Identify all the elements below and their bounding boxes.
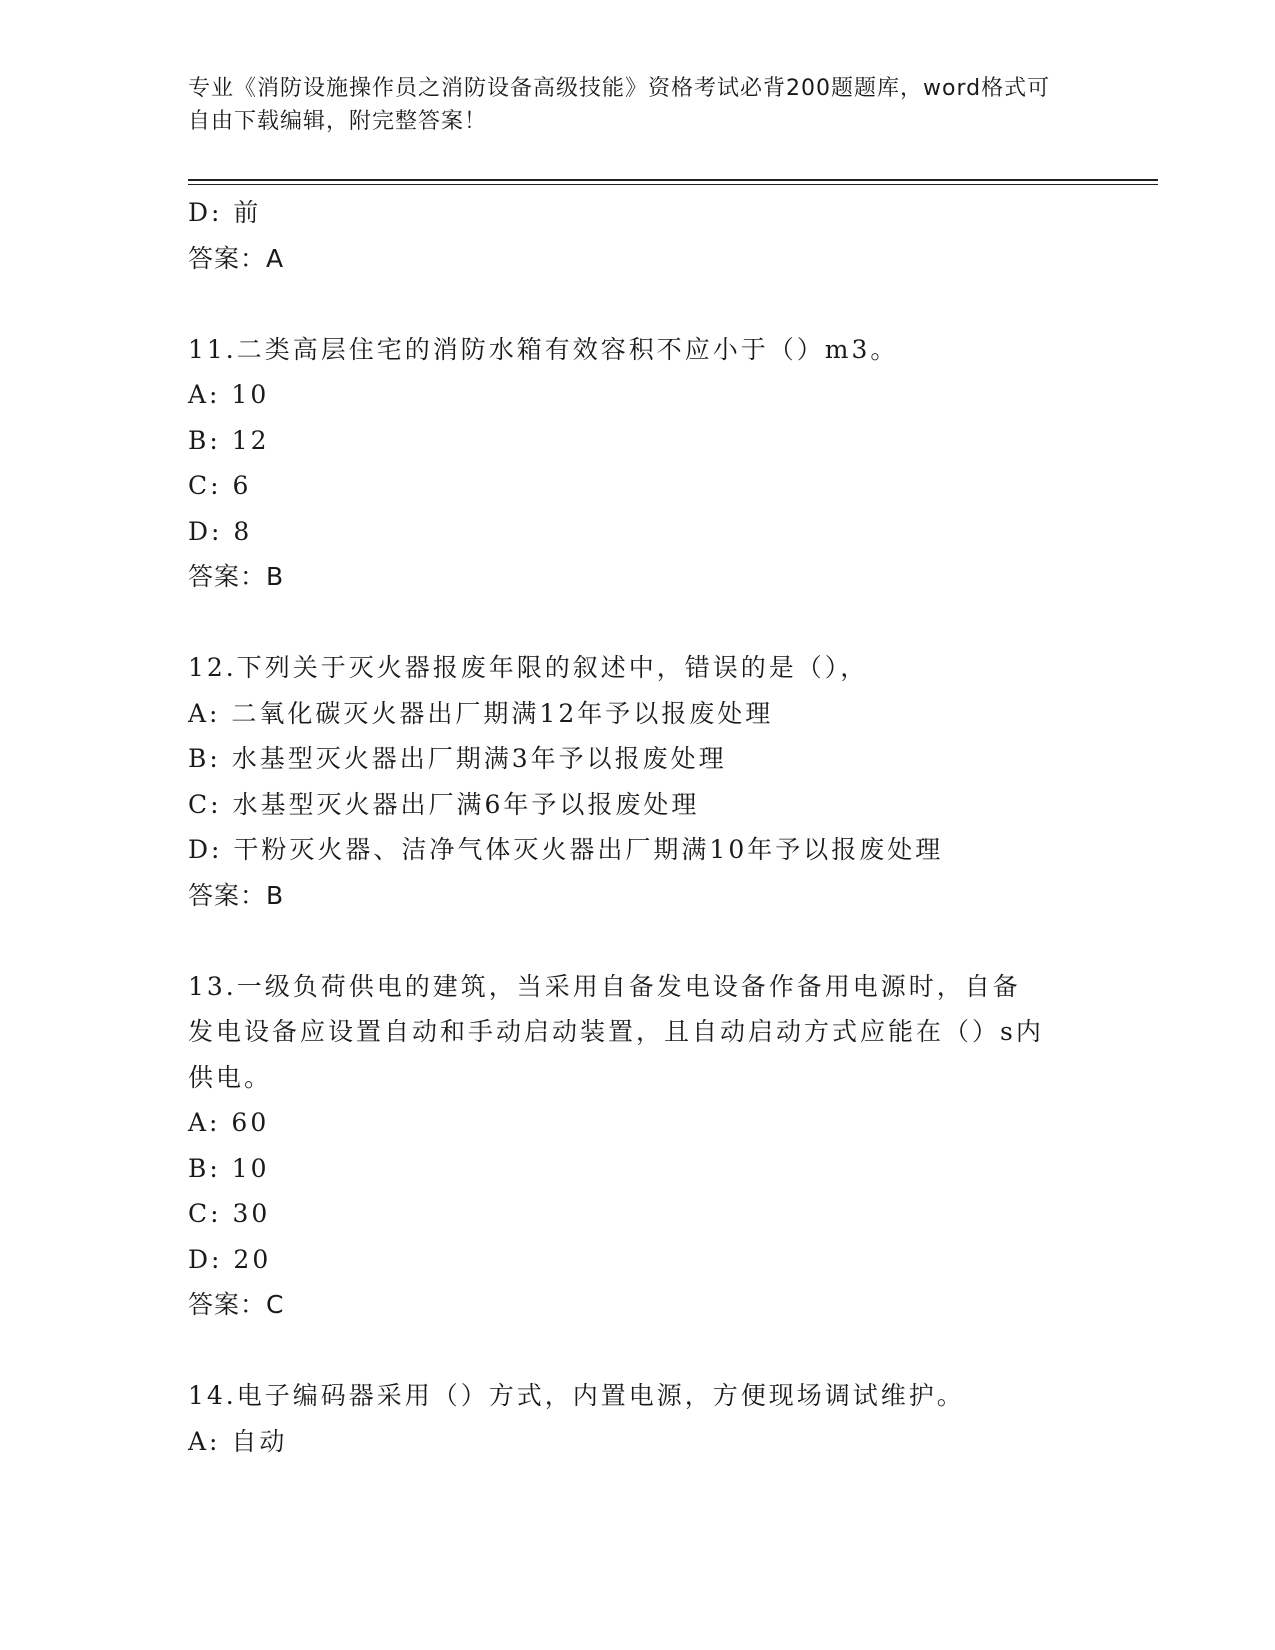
answer-13: 答案：C (188, 1290, 285, 1319)
option-b: B: 10 (188, 1153, 270, 1183)
option-c: C: 6 (188, 471, 252, 500)
answer-12: 答案：B (188, 880, 285, 910)
prev-option-d: D: 前 (188, 198, 262, 227)
document-header: 专业《消防设施操作员之消防设备高级技能》资格考试必背200题题库，word格式可自由下载编辑，附完整答案！ (188, 76, 1051, 134)
spacer (188, 281, 1088, 327)
option-a: A: 10 (188, 380, 270, 409)
question-stem-12: 12.下列关于灭火器报废年限的叙述中，错误的是（）， (188, 653, 869, 682)
spacer (188, 600, 1088, 646)
question-stem-13: 13.一级负荷供电的建筑，当采用自备发电设备作备用电源时，自备发电设备应设置自动和手动启动装置，且自动启动方式应能在（）s内供电。 (188, 971, 1044, 1092)
option-b: B: 12 (188, 425, 270, 455)
header-rule-thick (188, 179, 1158, 181)
option-d: D: 8 (188, 516, 253, 546)
option-c: C: 水基型灭火器出厂满6年予以报废处理 (188, 789, 700, 819)
header-rule-thin (188, 184, 1158, 185)
option-c: C: 30 (188, 1199, 271, 1228)
option-d: D: 20 (188, 1244, 272, 1274)
option-d: D: 干粉灭火器、洁净气体灭火器出厂期满10年予以报废处理 (188, 835, 944, 864)
option-b: B: 水基型灭火器出厂期满3年予以报废处理 (188, 744, 727, 773)
spacer (188, 1328, 1088, 1374)
prev-answer: 答案：A (188, 243, 285, 273)
question-stem-14: 14.电子编码器采用（）方式，内置电源，方便现场调试维护。 (188, 1381, 965, 1410)
option-a: A: 60 (188, 1108, 270, 1137)
document-body (188, 190, 1088, 1464)
question-stem-11: 11.二类高层住宅的消防水箱有效容积不应小于（）m3。 (188, 334, 899, 364)
option-a: A: 二氧化碳灭火器出厂期满12年予以报废处理 (188, 698, 774, 728)
answer-11: 答案：B (188, 562, 285, 591)
option-a: A: 自动 (188, 1426, 288, 1456)
spacer (188, 918, 1088, 964)
